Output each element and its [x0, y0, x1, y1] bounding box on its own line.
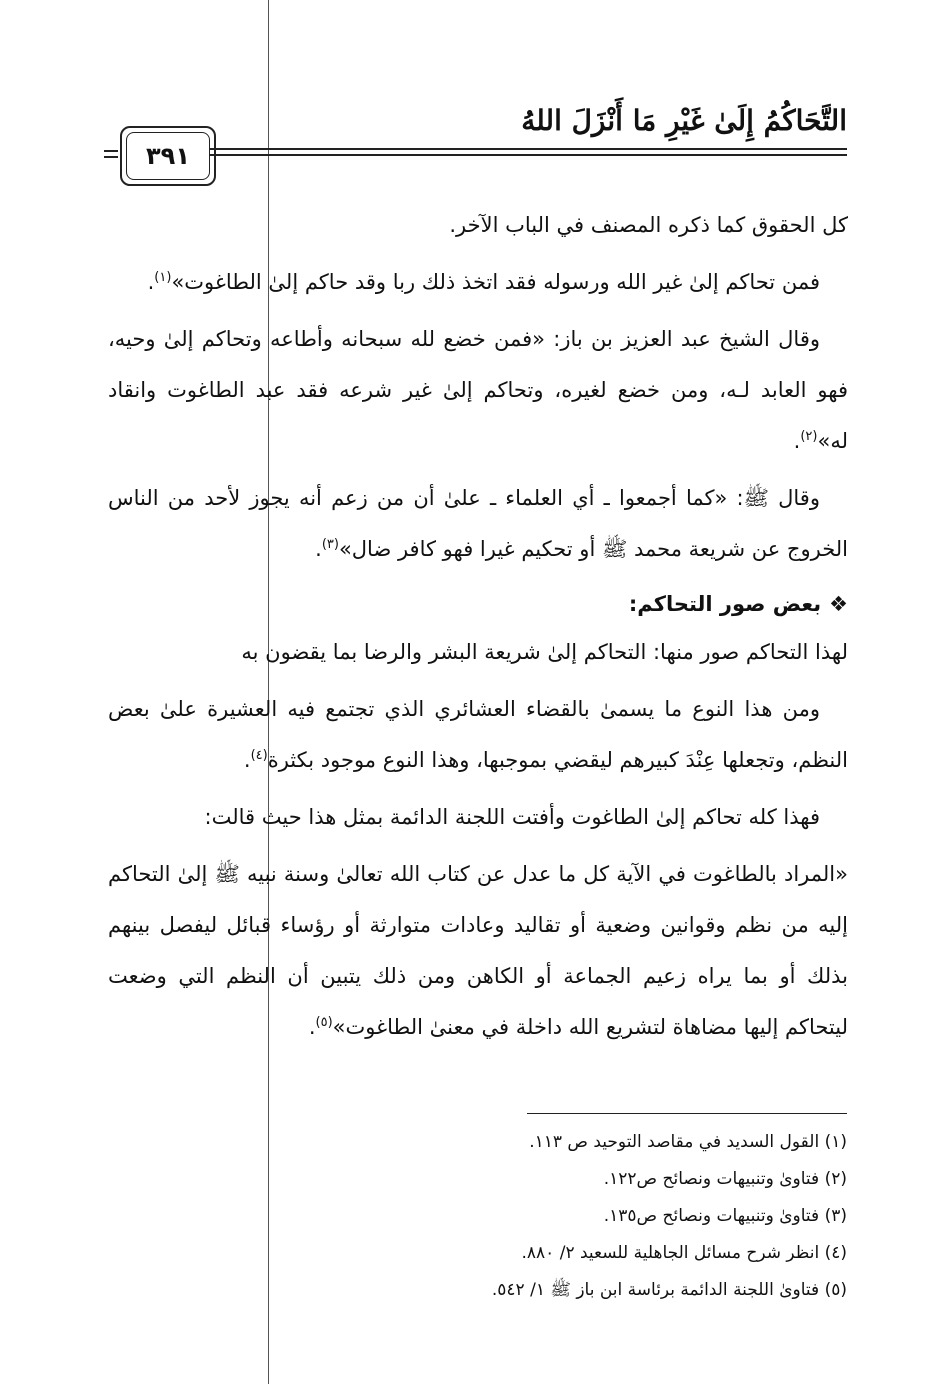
footnote-ref: (٣) — [321, 537, 339, 552]
footnote-separator — [527, 1113, 847, 1114]
paragraph-text: كل الحقوق كما ذكره المصنف في الباب الآخر. — [449, 213, 848, 237]
section-heading-text: بعض صور التحاكم: — [628, 592, 822, 616]
footnote-ref: (٤) — [250, 748, 268, 763]
section-heading — [108, 581, 848, 627]
paragraph: فمن تحاكم إلىٰ غير الله ورسوله فقد اتخذ ذلك ربا وقد حاكم إلىٰ الطاغوت»$^{(١)}$. — [147, 270, 820, 294]
header-rule — [210, 148, 847, 156]
footnote-ref: (٥) — [315, 1015, 333, 1030]
paragraph-text: «المراد بالطاغوت في الآية كل ما عدل عن كتاب الله تعالىٰ وسنة نبيه ﷺ إلىٰ التحاكم إليه من نظم وقوانين وضعية أو تقاليد وعادات متوارثة أو رؤساء قبائل ليفصل بينهم بذلك أو بما يراه زعيم الجماعة أو الكاهن ومن ذلك يتبين أن النظم التي وضعت ليتحاكم إليها مضاهاة لتشريع الله داخلة في معنىٰ الطاغوت» — [108, 862, 848, 1039]
body-text — [108, 200, 848, 1059]
paragraph-text: وقال الشيخ عبد العزيز بن باز: «فمن خضع لله سبحانه وأطاعه وتحاكم إلىٰ وحيه، فهو العابد لـه، ومن خضع لغيره، وتحاكم إلىٰ غير شرعه فقد عبد الطاغوت وانقاد له» — [108, 327, 848, 453]
bullet-icon: ❖ — [829, 592, 848, 616]
paragraph-text: ومن هذا النوع ما يسمىٰ بالقضاء العشائري الذي تجتمع فيه العشيرة علىٰ بعض النظم، وتجعلها عِنْدَ كبيرهم ليقضي بموجبها، وهذا النوع موجود بكثرة — [108, 697, 848, 772]
footnote: (٢) فتاوىٰ وتنبيهات ونصائح ص١٢٢. — [603, 1169, 847, 1189]
footnote: (٥) فتاوىٰ اللجنة الدائمة برئاسة ابن باز ﷺ ١/ ٥٤٢. — [491, 1280, 847, 1300]
paragraph-text: لهذا التحاكم صور منها: التحاكم إلىٰ شريعة البشر والرضا بما يقضون به — [241, 640, 848, 664]
quote-paragraph: «المراد بالطاغوت في الآية كل ما عدل عن كتاب الله تعالىٰ وسنة نبيه ﷺ إلىٰ التحاكم إليه من نظم وقوانين وضعية أو تقاليد وعادات متوارثة أو رؤساء قبائل ليفصل بينهم بذلك أو بما يراه زعيم الجماعة أو الكاهن ومن ذلك يتبين أن النظم التي وضعت ليتحاكم إليها مضاهاة لتشريع الله داخلة في معنىٰ الطاغوت»$^{(٥)}$. — [108, 862, 848, 1039]
footnotes — [147, 1124, 847, 1309]
footnote: (٤) انظر شرح مسائل الجاهلية للسعيد ٢/ ٨٨٠. — [521, 1243, 847, 1263]
footnote-ref: (٢) — [800, 429, 818, 444]
paragraph: وقال ﷺ: «كما أجمعوا ـ أي العلماء ـ علىٰ أن من زعم أنه يجوز لأحد من الناس الخروج عن شريعة محمد ﷺ أو تحكيم غيرا فهو كافر ضال»$^{(٣)}$. — [108, 486, 848, 561]
header-rule-end — [104, 150, 118, 158]
paragraph: ومن هذا النوع ما يسمىٰ بالقضاء العشائري الذي تجتمع فيه العشيرة علىٰ بعض النظم، وتجعلها عِنْدَ كبيرهم ليقضي بموجبها، وهذا النوع موجود بكثرة$^{(٤)}$. — [108, 697, 848, 772]
footnote: (١) القول السديد في مقاصد التوحيد ص ١١٣. — [529, 1132, 847, 1152]
paragraph — [108, 627, 848, 678]
page-number-frame — [120, 126, 216, 186]
paragraph — [108, 792, 848, 843]
paragraph: وقال الشيخ عبد العزيز بن باز: «فمن خضع لله سبحانه وأطاعه وتحاكم إلىٰ وحيه، فهو العابد لـه، ومن خضع لغيره، وتحاكم إلىٰ غير شرعه فقد عبد الطاغوت وانقاد له»$^{(٢)}$. — [108, 327, 848, 453]
paragraph — [108, 200, 848, 251]
footnote: (٣) فتاوىٰ وتنبيهات ونصائح ص١٣٥. — [603, 1206, 847, 1226]
running-title: التَّحَاكُمُ إِلَىٰ غَيْرِ مَا أَنْزَلَ اللهُ — [521, 104, 847, 137]
page-number: ٣٩١ — [126, 132, 210, 180]
paragraph-text: فهذا كله تحاكم إلىٰ الطاغوت وأفتت اللجنة الدائمة بمثل هذا حيث قالت: — [204, 805, 820, 829]
paragraph-text: فمن تحاكم إلىٰ غير الله ورسوله فقد اتخذ ذلك ربا وقد حاكم إلىٰ الطاغوت» — [171, 270, 820, 294]
footnote-ref: (١) — [154, 270, 172, 285]
paragraph-text: وقال ﷺ: «كما أجمعوا ـ أي العلماء ـ علىٰ أن من زعم أنه يجوز لأحد من الناس الخروج عن شريعة محمد ﷺ أو تحكيم غيرا فهو كافر ضال» — [108, 486, 848, 561]
